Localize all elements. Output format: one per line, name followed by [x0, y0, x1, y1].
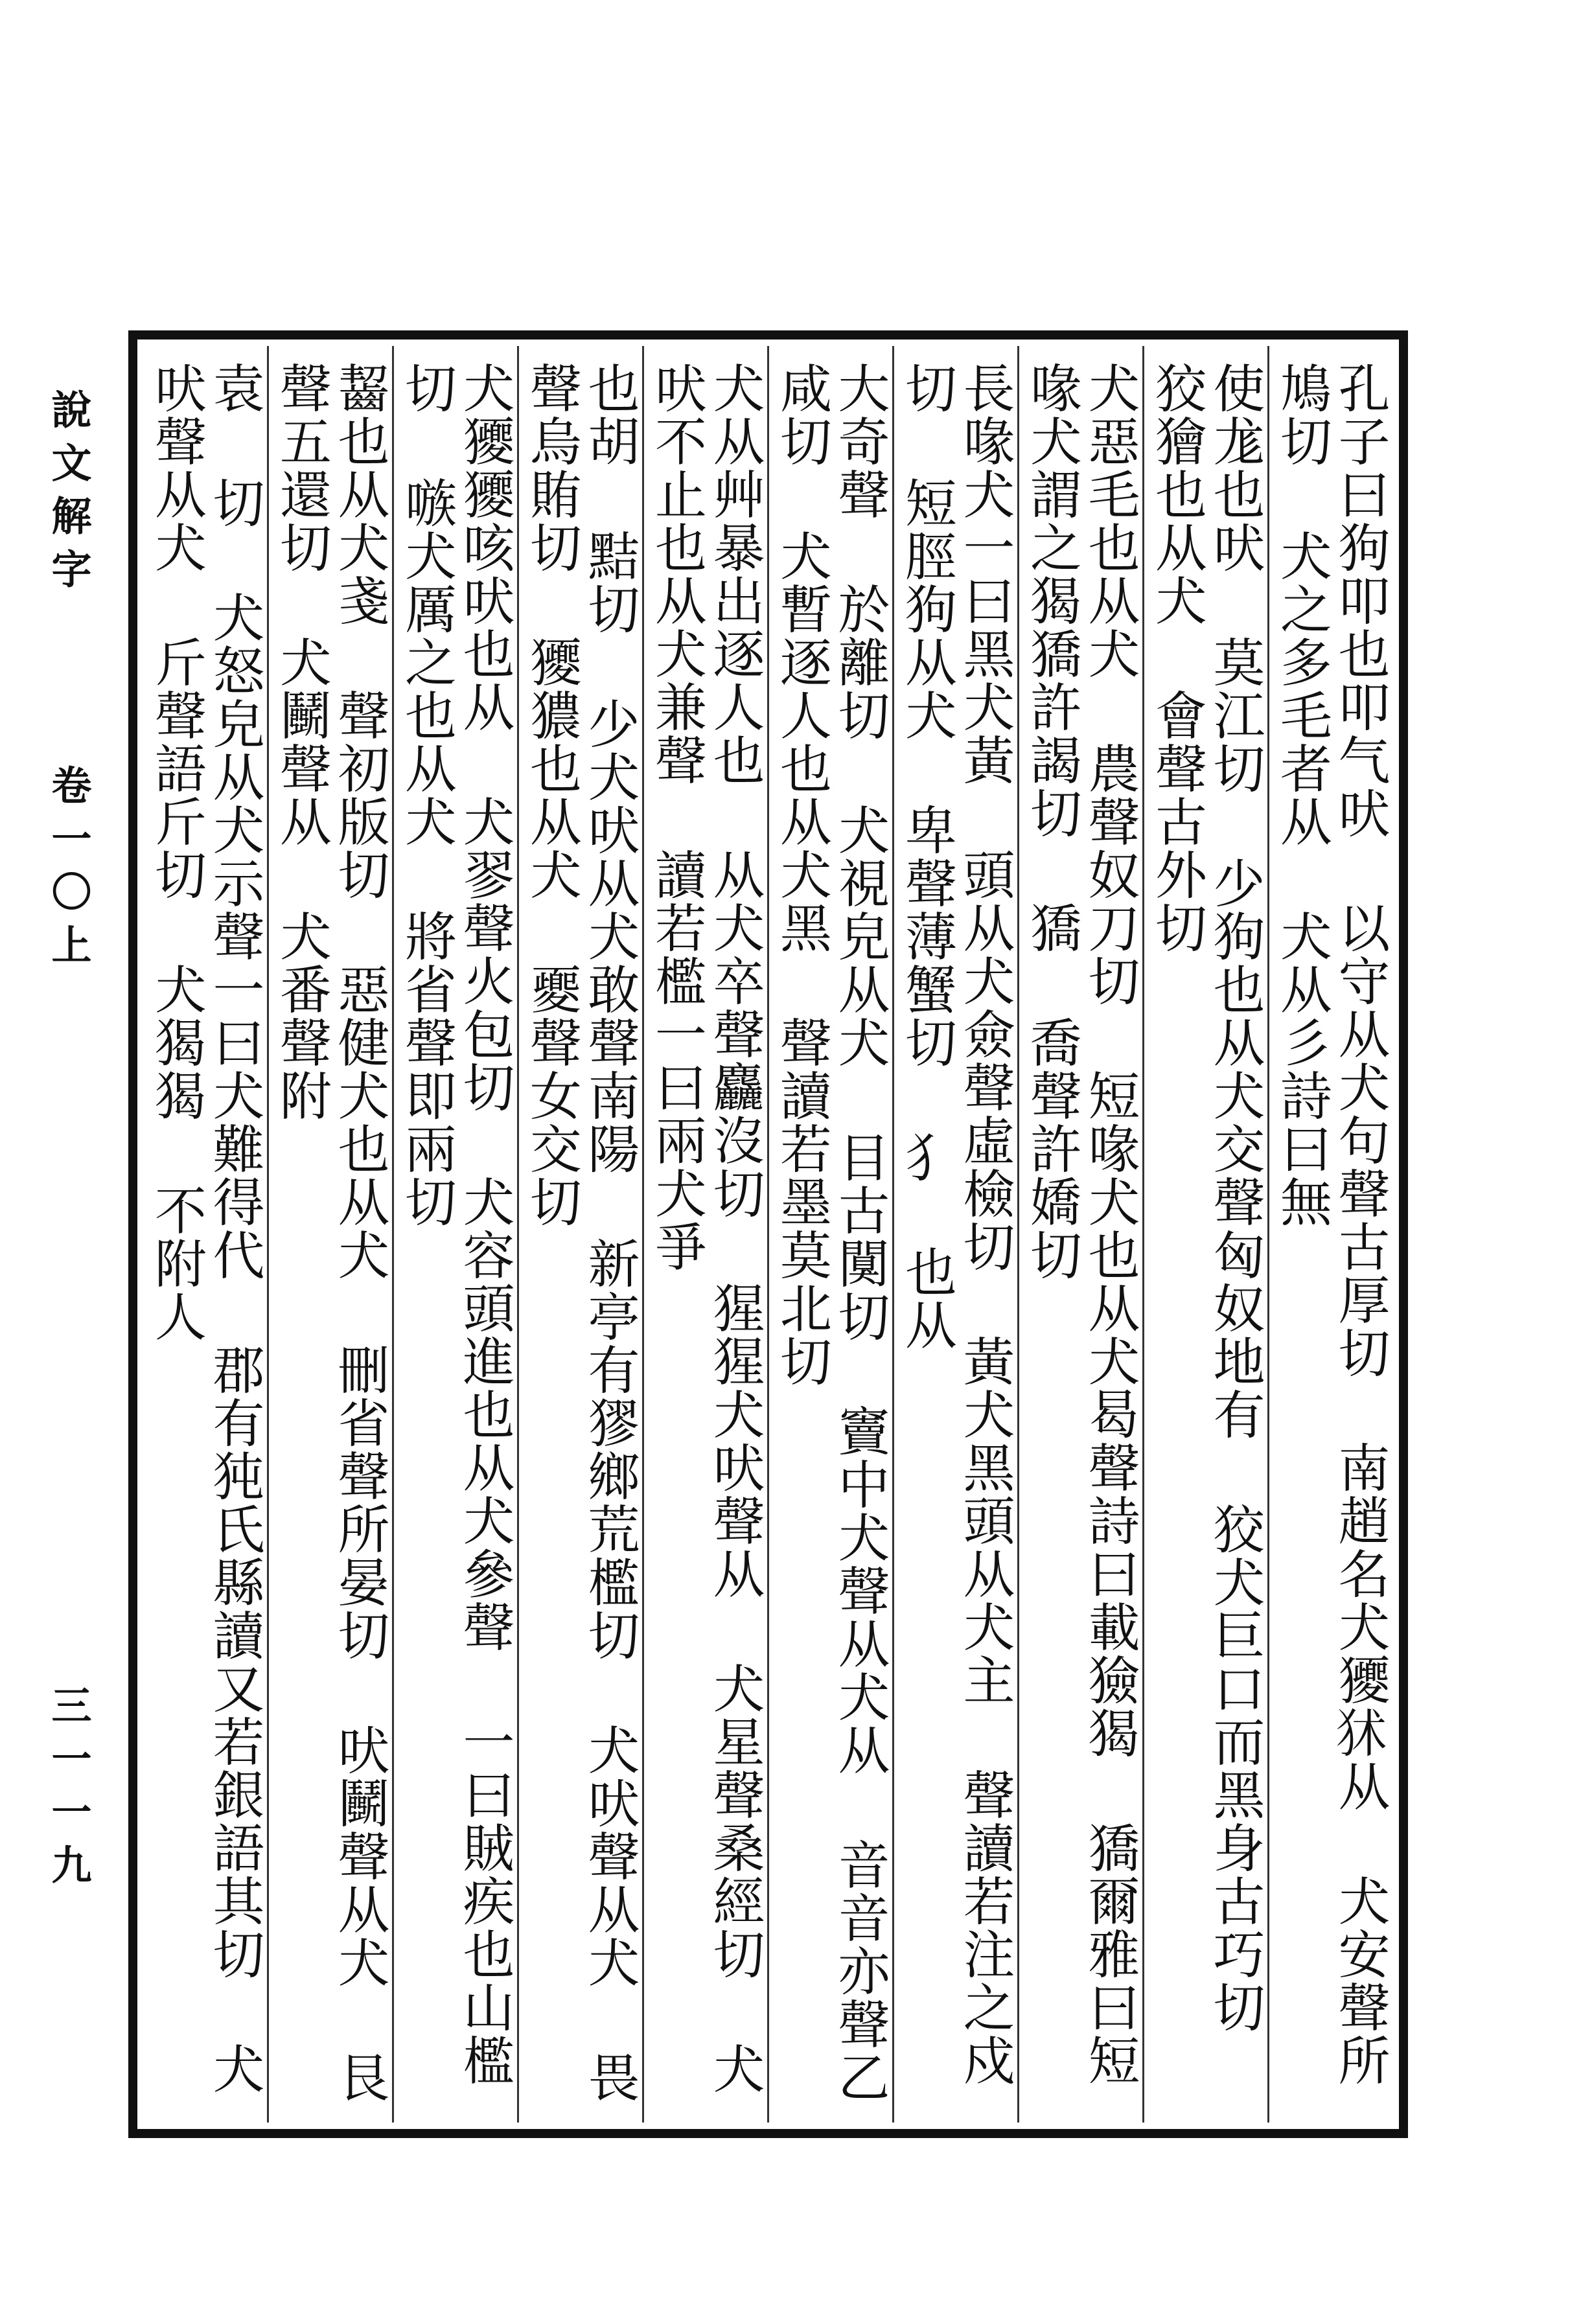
text-column-3	[1017, 346, 1142, 2123]
column-text: 齧也从犬戔 聲初版切 惡健犬也从犬 刪省聲所晏切 吠鬭聲从犬 艮聲五還切 犬鬭聲从 犬番聲附	[271, 362, 389, 2104]
text-column-1	[1267, 346, 1392, 2123]
text-column-8	[392, 346, 517, 2123]
text-column-6	[642, 346, 767, 2123]
text-column-5	[767, 346, 892, 2123]
column-text: 孔子曰狗叩也叩气吠 以守从犬句聲古厚切 南趙名犬獿𤝞从 犬安聲所鳩切 犬之多毛者从 犬从彡詩曰無	[1271, 362, 1390, 2087]
column-text: 犬惡毛也从犬 農聲奴刀切 短喙犬也从犬曷聲詩曰載獫猲 獢爾雅曰短喙犬謂之猲獢許謁切 獢 喬聲許嬌切	[1021, 362, 1140, 2087]
page-number: 三一一九	[45, 1685, 92, 1897]
text-area	[144, 346, 1392, 2123]
column-text: 也胡 黠切 少犬吠从犬敢聲南陽 新亭有㺒鄉荒檻切 犬吠聲从犬 畏聲烏賄切 獿㺜也从犬 夒聲女交切	[521, 362, 640, 2104]
text-column-7	[517, 346, 642, 2123]
column-text: 犬獿獿咳吠也从 犬翏聲火包切 犬容頭進也从犬參聲 一曰賊疾也山檻切 嗾犬厲之也从犬 將省聲即兩切	[396, 362, 514, 2087]
volume-label: 卷一〇上	[45, 765, 92, 977]
column-text: 使尨也吠 莫江切 少狗也从犬交聲匈奴地有 狡犬巨口而黑身古巧切 狡獪也从犬 會聲古外切	[1146, 362, 1265, 2034]
column-text: 犬从艸暴出逐人也 从犬卒聲麤沒切 猩猩犬吠聲从 犬星聲桑經切 犬吠不止也从犬兼聲 讀若檻一曰兩犬爭	[646, 362, 765, 2095]
book-title: 說文解字	[45, 389, 92, 601]
text-column-2	[1142, 346, 1267, 2123]
column-text: 長喙犬一曰黑犬黃 頭从犬僉聲虛檢切 黃犬黑頭从犬主 聲讀若注之戍切 短脛狗从犬 卑聲薄蟹切 犭 也从	[896, 362, 1015, 2087]
text-column-10	[144, 346, 267, 2123]
text-column-9	[267, 346, 392, 2123]
column-text: 袁 切 犬怒皃从犬示聲一曰犬難得代 郡有㹠氏縣讀又若銀語其切 犬吠聲从犬 斤聲語斤切 犬猲猲 不附人	[146, 362, 264, 2095]
text-column-4	[892, 346, 1017, 2123]
page-frame	[128, 330, 1408, 2138]
column-text: 大奇聲 於離切 犬視皃从犬 目古闃切 竇中犬聲从犬从 音音亦聲乙咸切 犬暫逐人也从犬黑 聲讀若墨莫北切	[771, 362, 890, 2104]
